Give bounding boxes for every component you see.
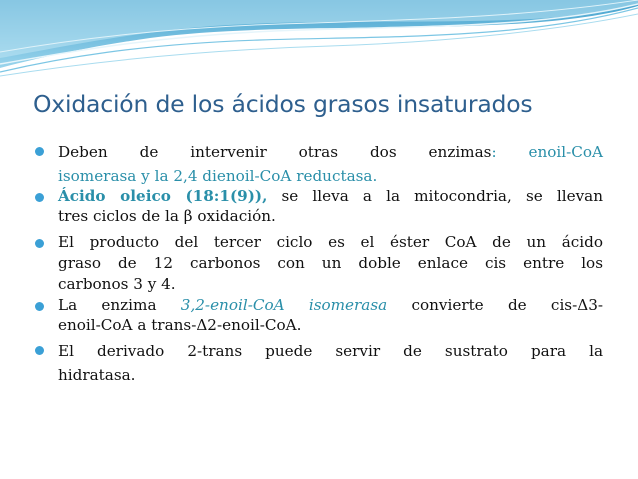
bullet-item <box>33 186 603 232</box>
bullet-line: isomerasa y la 2,4 dienoil-CoA reductasa. <box>58 167 378 185</box>
bullet-line: El derivado 2-trans puede servir de sustrato para la <box>58 342 603 360</box>
bullet-item <box>33 339 603 384</box>
header-wave-decoration <box>0 0 638 80</box>
bullet-dot-icon <box>35 147 44 156</box>
bullet-list <box>33 140 603 384</box>
bullet-item <box>33 232 603 295</box>
bullet-line: El producto del tercer ciclo es el éster CoA de un ácido <box>58 233 603 251</box>
bullet-line: La enzima 3,2-enoil-CoA isomerasa convierte de cis-Δ3- <box>58 296 603 314</box>
bullet-dot-icon <box>35 193 44 202</box>
bullet-dot-icon <box>35 239 44 248</box>
bullet-line: Ácido oleico (18:1(9)), se lleva a la mitocondria, se llevan <box>58 187 603 205</box>
bullet-line: carbonos 3 y 4. <box>58 275 176 293</box>
bullet-dot-icon <box>35 346 44 355</box>
bullet-item <box>33 295 603 339</box>
bullet-line: tres ciclos de la β oxidación. <box>58 207 276 225</box>
bullet-line: graso de 12 carbonos con un doble enlace cis entre los <box>58 254 603 272</box>
bullet-item <box>33 140 603 186</box>
bullet-line: hidratasa. <box>58 366 136 384</box>
bullet-line: Deben de intervenir otras dos enzimas: enoil-CoA <box>58 143 603 161</box>
slide-title: Oxidación de los ácidos grasos insaturados <box>33 90 533 118</box>
bullet-line: enoil-CoA a trans-Δ2-enoil-CoA. <box>58 316 302 334</box>
bullet-dot-icon <box>35 302 44 311</box>
